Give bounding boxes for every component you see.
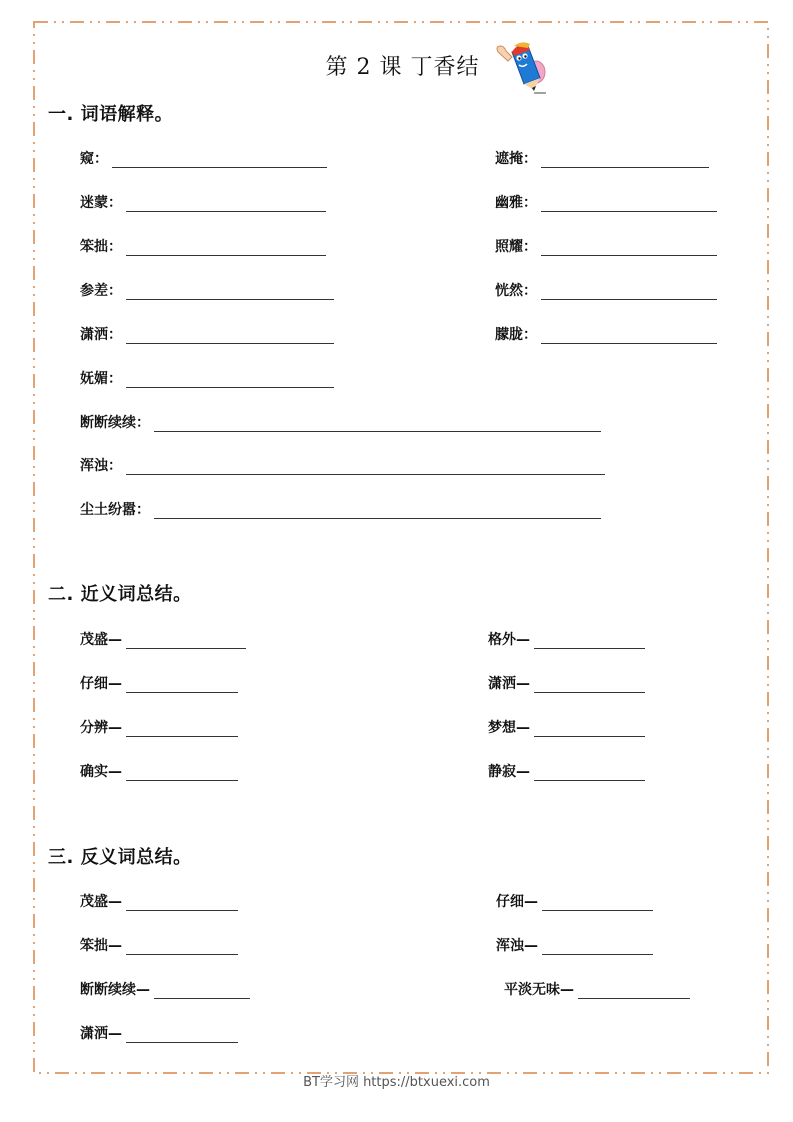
item-label: 迷蒙： [80,195,122,211]
fill-in-item [80,236,326,256]
fill-in-item [504,979,690,999]
answer-blank-line[interactable] [126,940,238,955]
item-label: 茂盛— [80,632,122,648]
answer-blank-line[interactable] [126,460,605,475]
answer-blank-line[interactable] [126,722,238,737]
item-label: 妩媚： [80,371,122,387]
answer-blank-line[interactable] [534,678,645,693]
answer-blank-line[interactable] [534,766,645,781]
item-label: 平淡无味— [504,982,574,998]
pencil-mascot-icon [494,38,556,104]
page-border [33,21,769,1074]
item-label: 照耀： [495,239,537,255]
item-label: 潇洒： [80,327,122,343]
answer-blank-line[interactable] [126,896,238,911]
section-heading-synonyms: 二. 近义词总结。 [48,584,192,605]
fill-in-item [488,629,645,649]
item-label: 潇洒— [80,1026,122,1042]
fill-in-item [80,761,238,781]
answer-blank-line[interactable] [578,984,690,999]
answer-blank-line[interactable] [126,285,334,300]
item-label: 参差： [80,283,122,299]
page-title: 第 2 课 丁香结 [325,55,480,80]
item-label: 恍然： [495,283,537,299]
answer-blank-line[interactable] [112,153,327,168]
answer-blank-line[interactable] [542,896,653,911]
fill-in-item [80,192,326,212]
title-row [0,50,793,81]
fill-in-item [80,499,601,519]
item-label: 断断续续： [80,415,150,431]
answer-blank-line[interactable] [154,417,601,432]
item-label: 窥： [80,151,108,167]
fill-in-item [80,148,327,168]
answer-blank-line[interactable] [126,678,238,693]
fill-in-item [80,368,334,388]
fill-in-item [80,629,246,649]
fill-in-item [495,280,717,300]
fill-in-item [496,935,653,955]
fill-in-item [80,717,238,737]
fill-in-item [495,324,717,344]
answer-blank-line[interactable] [126,766,238,781]
item-label: 笨拙： [80,239,122,255]
item-label: 静寂— [488,764,530,780]
answer-blank-line[interactable] [126,241,326,256]
item-label: 朦胧： [495,327,537,343]
item-label: 分辨— [80,720,122,736]
item-label: 仔细— [80,676,122,692]
answer-blank-line[interactable] [541,197,717,212]
fill-in-item [80,891,238,911]
footer-text: BT学习网 https://btxuexi.com [299,1075,494,1090]
fill-in-item [80,979,250,999]
answer-blank-line[interactable] [542,940,653,955]
answer-blank-line[interactable] [541,329,717,344]
footer-watermark [0,1071,793,1090]
fill-in-item [495,236,717,256]
answer-blank-line[interactable] [126,634,246,649]
item-label: 浑浊： [80,458,122,474]
fill-in-item [80,1023,238,1043]
item-label: 笨拙— [80,938,122,954]
item-label: 尘土纷嚣： [80,502,150,518]
fill-in-item [495,192,717,212]
fill-in-item [488,761,645,781]
answer-blank-line[interactable] [126,1028,238,1043]
item-label: 梦想— [488,720,530,736]
answer-blank-line[interactable] [541,153,709,168]
answer-blank-line[interactable] [154,504,601,519]
answer-blank-line[interactable] [534,634,645,649]
section-heading-antonyms: 三. 反义词总结。 [48,847,192,868]
answer-blank-line[interactable] [154,984,250,999]
fill-in-item [80,412,601,432]
dash-dot-border [33,21,769,1074]
fill-in-item [488,673,645,693]
answer-blank-line[interactable] [541,241,717,256]
item-label: 断断续续— [80,982,150,998]
answer-blank-line[interactable] [126,329,334,344]
item-label: 茂盛— [80,894,122,910]
item-label: 仔细— [496,894,538,910]
fill-in-item [80,673,238,693]
item-label: 确实— [80,764,122,780]
answer-blank-line[interactable] [541,285,717,300]
fill-in-item [495,148,709,168]
item-label: 潇洒— [488,676,530,692]
item-label: 浑浊— [496,938,538,954]
section-heading-word-explanation: 一. 词语解释。 [48,104,174,125]
item-label: 格外— [488,632,530,648]
answer-blank-line[interactable] [126,197,326,212]
fill-in-item [80,280,334,300]
answer-blank-line[interactable] [126,373,334,388]
answer-blank-line[interactable] [534,722,645,737]
fill-in-item [488,717,645,737]
fill-in-item [80,455,605,475]
item-label: 遮掩： [495,151,537,167]
fill-in-item [80,324,334,344]
item-label: 幽雅： [495,195,537,211]
fill-in-item [496,891,653,911]
fill-in-item [80,935,238,955]
